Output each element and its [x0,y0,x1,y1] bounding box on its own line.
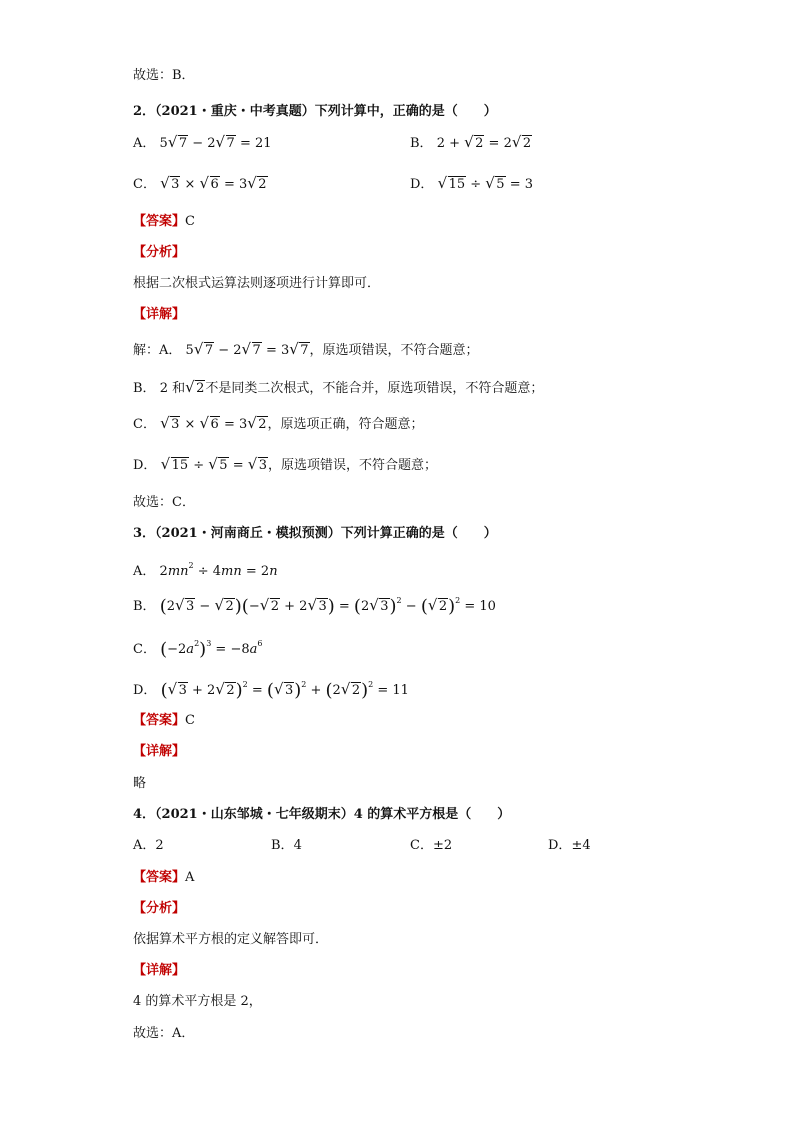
q2-option-a: A． 5√ 7 − 2√ 7 = 21 [133,134,272,154]
question-4-stem: 4．（2021・山东邹城・七年级期末）4 的算术平方根是（ ） [133,807,511,822]
prev-conclusion: 故选：B． [133,68,195,83]
q2-detail-tag: 【详解】 [133,307,186,322]
q2-option-c: C． √ 3 × √ 6 = 3√ 2 [133,175,268,195]
q2-detail-c-formula: √ 3 × √ 6 = 3√ 2 [160,417,267,432]
q4-analysis: 依据算术平方根的定义解答即可． [133,932,329,947]
answer-tag: 【答案】 [133,214,186,229]
q2-detail-b: B． 2 和√ 2不是同类二次根式，不能合并，原选项错误，不符合题意； [133,379,543,399]
question-3-stem: 3．（2021・河南商丘・模拟预测）下列计算正确的是（ ） [133,526,497,541]
q3-option-b: B． (2√ 3 − √ 2)(−√ 2 + 2√ 3) = (2√ 3)$^2$ − (√ 2)$^2$ = 10 [133,591,496,617]
q2-answer [133,212,195,232]
answer-value: C [185,713,195,728]
q2-detail-a: 解：A． 5√ 7 − 2√ 7 = 3√ 7，原选项错误，不符合题意； [133,341,479,361]
q3-option-a-formula: $2mn^2 \div 4mn = 2n$ [159,561,278,579]
q3-detail: 略 [133,776,147,791]
q2-option-d: D． √ 15 ÷ √ 5 = 3 [410,175,533,195]
q2-option-c-formula: √ 3 × √ 6 = 3√ 2 [160,177,267,192]
q3-option-b-formula: (2√ 3 − √ 2)(−√ 2 + 2√ 3) = (2√ 3)$^2$ − (√ 2)$^2$ = 10 [160,599,496,614]
q4-conclusion: 故选：A． [133,1026,195,1041]
q2-detail-b-formula: √ 2 [185,381,205,396]
q2-option-b: B． 2 + √ 2 = 2√ 2 [410,134,532,154]
q4-option-c: C．±2 [410,838,453,853]
q2-option-d-formula: √ 15 ÷ √ 5 = 3 [438,177,533,192]
question-2-stem: 2．（2021・重庆・中考真题）下列计算中，正确的是（ ） [133,104,497,119]
q2-option-b-formula: 2 + √ 2 = 2√ 2 [437,136,532,151]
answer-value: A [185,870,195,885]
q4-option-a: A．2 [133,838,164,853]
q2-detail-d: D． √ 15 ÷ √ 5 = √ 3，原选项错误，不符合题意； [133,456,437,476]
q3-detail-tag: 【详解】 [133,744,186,759]
q4-option-d: D．±4 [548,838,591,853]
q3-answer [133,711,195,731]
q2-conclusion: 故选：C． [133,495,195,510]
q2-detail-a-formula: 5√ 7 − 2√ 7 = 3√ 7 [186,343,310,358]
q4-option-b: B．4 [271,838,302,853]
q4-answer [133,868,194,888]
q4-detail-tag: 【详解】 [133,963,186,978]
q2-detail-c: C． √ 3 × √ 6 = 3√ 2，原选项正确，符合题意； [133,415,424,435]
q4-analysis-tag: 【分析】 [133,901,186,916]
q3-option-c-formula: $(-2a^2)^3 = -8a^6$ [160,639,263,660]
answer-tag: 【答案】 [133,713,186,728]
q2-analysis: 根据二次根式运算法则逐项进行计算即可． [133,276,381,291]
q2-analysis-tag: 【分析】 [133,245,186,260]
q2-option-a-formula: 5√ 7 − 2√ 7 = 21 [160,136,272,151]
q3-option-d-formula: (√ 3 + 2√ 2)$^2$ = (√ 3)$^2$ + (2√ 2)$^2$ = 11 [161,683,409,698]
q4-detail: 4 的算术平方根是 2， [133,994,262,1009]
q2-detail-d-formula: √ 15 ÷ √ 5 = √ 3 [161,458,268,473]
q3-option-d: D． (√ 3 + 2√ 2)$^2$ = (√ 3)$^2$ + (2√ 2)$^2$ = 11 [133,675,409,701]
answer-tag: 【答案】 [133,870,186,885]
answer-value: C [185,214,195,229]
q3-option-a: A． $2mn^2 \div 4mn = 2n$ [133,561,278,579]
q3-option-c: C． $(-2a^2)^3 = -8a^6$ [133,639,263,660]
